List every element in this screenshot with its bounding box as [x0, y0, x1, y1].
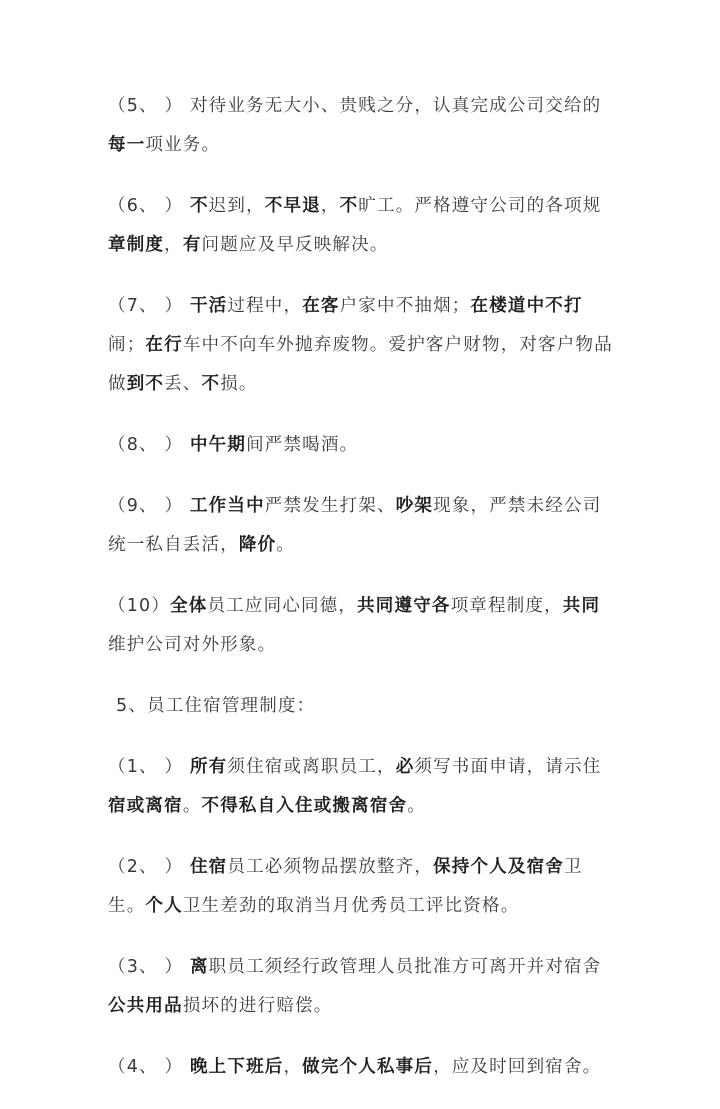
- bold-text-segment: 每一: [108, 135, 146, 155]
- text-segment: （10）: [108, 596, 171, 616]
- paragraph-item-10: [108, 587, 618, 665]
- paragraph-item-7: [108, 287, 618, 404]
- bold-text-segment: 中午期: [189, 435, 247, 455]
- bold-text-segment: 不: [189, 196, 209, 216]
- bold-text-segment: 做完个人私事后: [302, 1057, 434, 1077]
- text-segment: 现象，严禁未经公司统一私自丢活，: [108, 496, 602, 555]
- bold-text-segment: 在客: [302, 296, 340, 316]
- bold-text-segment: 保持个人及宿舍: [433, 857, 564, 877]
- bold-text-segment: 吵架: [395, 496, 434, 516]
- bold-text-segment: 在楼道中不打: [470, 296, 583, 316]
- text-segment: （7、 ）: [108, 296, 190, 316]
- text-segment: （6、 ）: [108, 196, 190, 216]
- text-segment: 过程中，: [227, 296, 303, 316]
- text-segment: 卫生。: [108, 857, 583, 916]
- bold-text-segment: 在行: [145, 335, 183, 355]
- bold-text-segment: 有: [182, 235, 202, 255]
- text-segment: 5、员工住宿管理制度：: [116, 696, 316, 716]
- text-segment: （8、 ）: [108, 435, 190, 455]
- bold-text-segment: 全体: [170, 596, 208, 616]
- bold-text-segment: 个人: [145, 896, 183, 916]
- text-segment: 严禁发生打架、: [264, 496, 396, 516]
- text-segment: 间严禁喝酒。: [246, 435, 359, 455]
- paragraph-dorm-1: [108, 748, 618, 826]
- text-segment: ，应及时回到宿舍。: [433, 1057, 602, 1077]
- text-segment: 维护公司对外形象。: [108, 635, 277, 655]
- text-segment: 。: [276, 535, 296, 555]
- paragraph-dorm-3: [108, 948, 618, 1026]
- text-segment: 问题应及早反映解决。: [201, 235, 389, 255]
- text-segment: 车中不向车外抛弃废物。爱护客户财物，对客户物品做: [108, 335, 613, 394]
- text-segment: 。: [407, 796, 426, 816]
- text-segment: 须写书面申请，请示住: [414, 757, 602, 777]
- document-body: [108, 87, 618, 1109]
- text-segment: （5、 ） 对待业务无大小、贵贱之分，认真完成公司交给的: [108, 96, 602, 116]
- bold-text-segment: 不: [339, 196, 359, 216]
- bold-text-segment: 降价: [238, 535, 277, 555]
- bold-text-segment: 不: [201, 374, 221, 394]
- bold-text-segment: 章制度: [108, 235, 165, 255]
- bold-text-segment: 公共用品: [108, 996, 183, 1016]
- text-segment: （4、 ）: [108, 1057, 190, 1077]
- text-segment: 员工应同心同德，: [207, 596, 358, 616]
- bold-text-segment: 不得私自入住或搬离宿舍: [201, 796, 408, 816]
- text-segment: 须住宿或离职员工，: [227, 757, 396, 777]
- text-segment: 项业务。: [145, 135, 221, 155]
- bold-text-segment: 住宿: [189, 857, 228, 877]
- text-segment: 损坏的进行赔偿。: [182, 996, 333, 1016]
- bold-text-segment: 工作当中: [189, 496, 265, 516]
- text-segment: 丢、: [164, 374, 202, 394]
- bold-text-segment: 晚上下班后: [189, 1057, 284, 1077]
- text-segment: 闹；: [108, 335, 146, 355]
- bold-text-segment: 到不: [126, 374, 165, 394]
- paragraph-item-9: [108, 487, 618, 565]
- bold-text-segment: 共同: [562, 596, 601, 616]
- bold-text-segment: 共同遵守各: [357, 596, 451, 616]
- text-segment: （3、 ）: [108, 957, 190, 977]
- text-segment: ，: [320, 196, 340, 216]
- text-segment: （9、 ）: [108, 496, 190, 516]
- paragraph-item-5: [108, 87, 618, 165]
- bold-text-segment: 宿或离宿: [108, 796, 183, 816]
- text-segment: 职员工须经行政管理人员批准方可离开并对宿舍: [208, 957, 602, 977]
- text-segment: 户家中不抽烟；: [339, 296, 471, 316]
- paragraph-item-6: [108, 187, 618, 265]
- bold-text-segment: 所有: [189, 757, 228, 777]
- text-segment: 。: [182, 796, 202, 816]
- bold-text-segment: 离: [189, 957, 209, 977]
- text-segment: （1、 ）: [108, 757, 190, 777]
- paragraph-item-8: [108, 426, 618, 465]
- paragraph-dorm-4: [108, 1048, 618, 1087]
- text-segment: 旷工。严格遵守公司的各项规: [358, 196, 602, 216]
- text-segment: 损。: [220, 374, 258, 394]
- bold-text-segment: 干活: [189, 296, 228, 316]
- text-segment: 卫生差劲的取消当月优秀员工评比资格。: [182, 896, 520, 916]
- text-segment: ，: [164, 235, 183, 255]
- text-segment: 迟到，: [208, 196, 265, 216]
- text-segment: 员工必须物品摆放整齐，: [227, 857, 434, 877]
- paragraph-dorm-2: [108, 848, 618, 926]
- section-heading-section-5: [116, 687, 618, 726]
- text-segment: 项章程制度，: [450, 596, 563, 616]
- text-segment: ，: [283, 1057, 303, 1077]
- text-segment: （2、 ）: [108, 857, 190, 877]
- bold-text-segment: 必: [395, 757, 415, 777]
- bold-text-segment: 不早退: [264, 196, 321, 216]
